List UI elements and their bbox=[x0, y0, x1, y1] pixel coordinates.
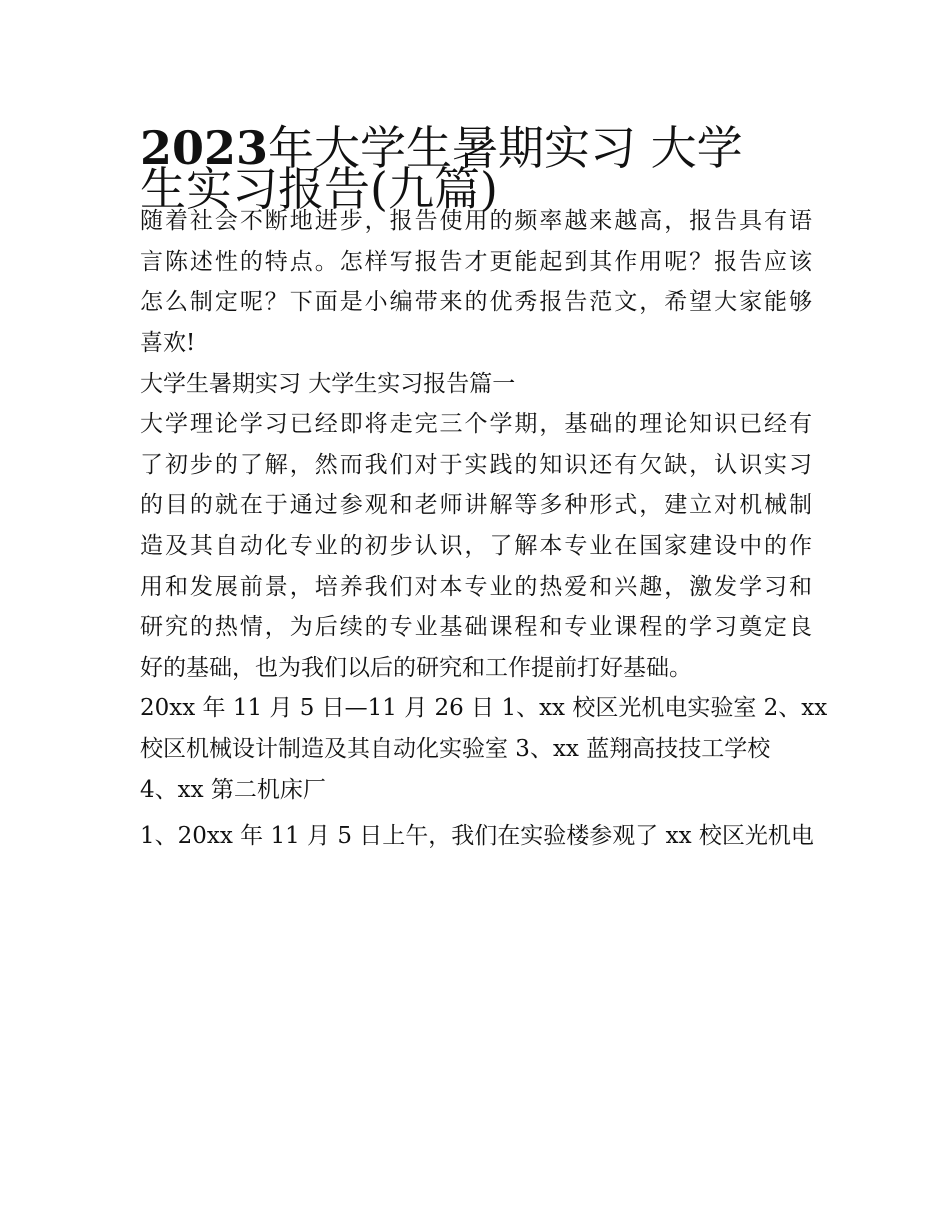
body-line: 的目的就在于通过参观和老师讲解等多种形式，建立对机械制 bbox=[140, 492, 812, 519]
intro-paragraph bbox=[140, 201, 812, 363]
schedule-line: 4、xx 第二机床厂 bbox=[140, 776, 326, 803]
intro-line: 言陈述性的特点。怎样写报告才更能起到其作用呢？报告应该 bbox=[140, 248, 812, 275]
body-paragraph bbox=[140, 404, 812, 688]
body-line: 大学理论学习已经即将走完三个学期，基础的理论知识已经有 bbox=[140, 411, 812, 438]
body-line: 用和发展前景，培养我们对本专业的热爱和兴趣，激发学习和 bbox=[140, 573, 812, 600]
title-year: 2023 bbox=[140, 121, 269, 175]
document-content bbox=[140, 201, 828, 857]
title-line-1-text: 年大学生暑期实习 大学 bbox=[268, 121, 743, 175]
title-line-1 bbox=[140, 110, 812, 175]
body-line: 好的基础，也为我们以后的研究和工作提前打好基础。 bbox=[140, 654, 692, 681]
intro-line: 随着社会不断地进步，报告使用的频率越来越高，报告具有语 bbox=[140, 208, 812, 235]
schedule-line: 校区机械设计制造及其自动化实验室 3、xx 蓝翔高技技工学校 bbox=[140, 735, 771, 762]
body-line: 造及其自动化专业的初步认识，了解本专业在国家建设中的作 bbox=[140, 532, 812, 559]
schedule-paragraph bbox=[140, 688, 828, 810]
title-line-2: 生实习报告(九篇) bbox=[140, 161, 498, 216]
item-line: 1、20xx 年 11 月 5 日上午，我们在实验楼参观了 xx 校区光机电 bbox=[140, 823, 814, 850]
schedule-line: 20xx 年 11 月 5 日—11 月 26 日 1、xx 校区光机电实验室 2、xx bbox=[140, 695, 828, 722]
intro-line: 怎么制定呢？下面是小编带来的优秀报告范文，希望大家能够 bbox=[140, 289, 812, 316]
body-line: 研究的热情，为后续的专业基础课程和专业课程的学习奠定良 bbox=[140, 614, 812, 641]
document-body bbox=[140, 110, 828, 857]
document-title bbox=[140, 110, 812, 216]
section-heading: 大学生暑期实习 大学生实习报告篇一 bbox=[140, 370, 516, 397]
body-line: 了初步的了解，然而我们对于实践的知识还有欠缺，认识实习 bbox=[140, 451, 812, 478]
intro-line: 喜欢! bbox=[140, 329, 196, 356]
